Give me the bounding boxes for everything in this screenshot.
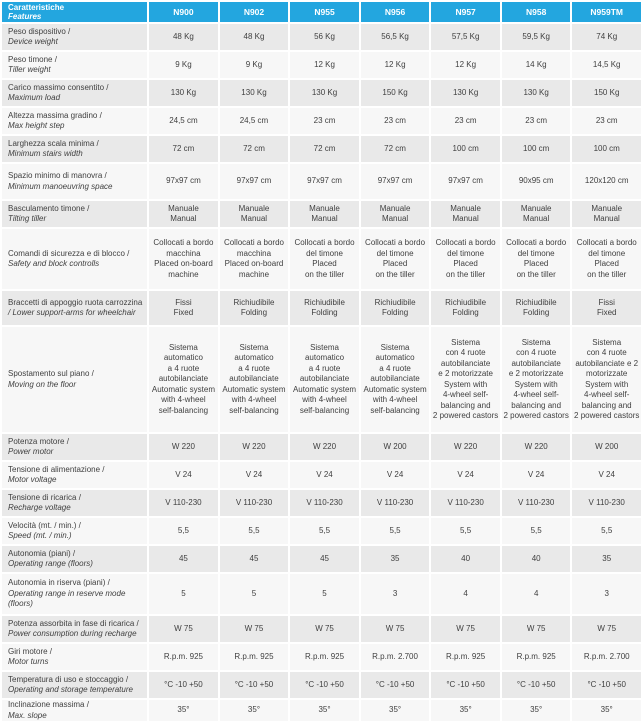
value-cell: 40: [502, 546, 571, 572]
value-cell: 56,5 Kg: [361, 24, 430, 50]
feature-cell: [2, 490, 147, 516]
table-row: [2, 201, 641, 227]
value-cell: 12 Kg: [361, 52, 430, 78]
value-cell: Collocati a bordo macchina Placed on-board machine: [220, 229, 289, 289]
feature-cell: [2, 52, 147, 78]
value-cell: Collocati a bordo macchina Placed on-board machine: [149, 229, 218, 289]
table-row: [2, 574, 641, 614]
header-row: [2, 2, 641, 22]
value-cell: 23 cm: [502, 108, 571, 134]
value-cell: 45: [220, 546, 289, 572]
value-cell: Richiudibile Folding: [361, 291, 430, 325]
value-cell: Fissi Fixed: [149, 291, 218, 325]
feature-label-en: Power consumption during recharge: [8, 629, 137, 638]
table-row: [2, 546, 641, 572]
value-cell: Richiudibile Folding: [220, 291, 289, 325]
model-header: N900: [149, 2, 218, 22]
feature-cell: [2, 291, 147, 325]
value-cell: 35°: [290, 700, 359, 721]
value-cell: Sistema con 4 ruote autobilanciate e 2 motorizzate System with 4-wheel self- balancing and 2 powered castors: [431, 327, 500, 432]
value-cell: 35°: [361, 700, 430, 721]
feature-label-en: Motor turns: [8, 657, 49, 666]
model-header: N955: [290, 2, 359, 22]
value-cell: 5,5: [220, 518, 289, 544]
value-cell: 130 Kg: [149, 80, 218, 106]
value-cell: 72 cm: [220, 136, 289, 162]
value-cell: 130 Kg: [502, 80, 571, 106]
value-cell: 100 cm: [431, 136, 500, 162]
value-cell: °C -10 +50: [361, 672, 430, 698]
value-cell: 97x97 cm: [149, 164, 218, 199]
value-cell: 97x97 cm: [220, 164, 289, 199]
value-cell: 72 cm: [361, 136, 430, 162]
value-cell: Fissi Fixed: [572, 291, 641, 325]
table-row: [2, 164, 641, 199]
feature-label-en: Motor voltage: [8, 475, 57, 484]
feature-label-it: Autonomia in riserva (piani) /: [8, 578, 110, 588]
value-cell: 97x97 cm: [361, 164, 430, 199]
feature-label-en: / Lower support-arms for wheelchair: [8, 308, 136, 317]
feature-label-en: Speed (mt. / min.): [8, 531, 72, 540]
value-cell: 48 Kg: [220, 24, 289, 50]
feature-label-it: Potenza motore /: [8, 436, 69, 446]
feature-label-en: Recharge voltage: [8, 503, 71, 512]
value-cell: V 24: [361, 462, 430, 488]
value-cell: W 200: [572, 434, 641, 460]
value-cell: 100 cm: [572, 136, 641, 162]
value-cell: 4: [502, 574, 571, 614]
value-cell: V 110-230: [290, 490, 359, 516]
value-cell: 120x120 cm: [572, 164, 641, 199]
value-cell: 130 Kg: [220, 80, 289, 106]
value-cell: Sistema automatico a 4 ruote autobilanciate Automatic system with 4-wheel self-balancing: [220, 327, 289, 432]
value-cell: W 200: [361, 434, 430, 460]
model-header: N958: [502, 2, 571, 22]
value-cell: 5,5: [361, 518, 430, 544]
feature-label-it: Giri motore /: [8, 646, 53, 656]
value-cell: 35°: [572, 700, 641, 721]
table-row: [2, 490, 641, 516]
table-row: [2, 644, 641, 670]
value-cell: 5,5: [149, 518, 218, 544]
feature-label-it: Spostamento sul piano /: [8, 369, 94, 378]
value-cell: R.p.m. 925: [149, 644, 218, 670]
value-cell: 12 Kg: [290, 52, 359, 78]
table-row: [2, 52, 641, 78]
value-cell: Manuale Manual: [149, 201, 218, 227]
value-cell: 3: [361, 574, 430, 614]
value-cell: 97x97 cm: [290, 164, 359, 199]
value-cell: 12 Kg: [431, 52, 500, 78]
value-cell: R.p.m. 2.700: [361, 644, 430, 670]
value-cell: 35: [572, 546, 641, 572]
table-row: [2, 229, 641, 289]
value-cell: Richiudibile Folding: [290, 291, 359, 325]
value-cell: 35°: [220, 700, 289, 721]
features-header: [2, 2, 147, 22]
value-cell: Manuale Manual: [220, 201, 289, 227]
value-cell: V 110-230: [502, 490, 571, 516]
table-row: [2, 462, 641, 488]
feature-label-en: Moving on the floor: [8, 379, 77, 389]
feature-label-it: Larghezza scala minima /: [8, 138, 99, 148]
feature-label-en: Minimum stairs width: [8, 149, 83, 158]
value-cell: V 110-230: [220, 490, 289, 516]
value-cell: Manuale Manual: [502, 201, 571, 227]
features-header-en: Features: [8, 12, 42, 21]
value-cell: 23 cm: [572, 108, 641, 134]
value-cell: W 220: [149, 434, 218, 460]
feature-label-en: Operating range (floors): [8, 559, 93, 568]
value-cell: 23 cm: [290, 108, 359, 134]
value-cell: °C -10 +50: [290, 672, 359, 698]
feature-cell: [2, 616, 147, 642]
value-cell: W 75: [502, 616, 571, 642]
value-cell: 5: [290, 574, 359, 614]
value-cell: Collocati a bordo del timone Placed on the tiller: [572, 229, 641, 289]
feature-cell: [2, 164, 147, 199]
feature-label-it: Tensione di ricarica /: [8, 492, 81, 502]
feature-cell: [2, 518, 147, 544]
value-cell: 57,5 Kg: [431, 24, 500, 50]
value-cell: V 110-230: [149, 490, 218, 516]
feature-cell: [2, 136, 147, 162]
value-cell: W 75: [220, 616, 289, 642]
value-cell: V 24: [149, 462, 218, 488]
value-cell: V 24: [572, 462, 641, 488]
feature-label-it: Altezza massima gradino /: [8, 110, 102, 120]
value-cell: V 110-230: [361, 490, 430, 516]
value-cell: 74 Kg: [572, 24, 641, 50]
table-row: [2, 327, 641, 432]
table-row: [2, 434, 641, 460]
feature-cell: [2, 546, 147, 572]
value-cell: 9 Kg: [149, 52, 218, 78]
value-cell: R.p.m. 925: [220, 644, 289, 670]
feature-cell: [2, 700, 147, 721]
feature-cell: [2, 574, 147, 614]
value-cell: W 220: [502, 434, 571, 460]
value-cell: Manuale Manual: [431, 201, 500, 227]
value-cell: 150 Kg: [572, 80, 641, 106]
table-row: [2, 518, 641, 544]
value-cell: Manuale Manual: [290, 201, 359, 227]
value-cell: °C -10 +50: [431, 672, 500, 698]
value-cell: W 75: [572, 616, 641, 642]
model-header: N902: [220, 2, 289, 22]
feature-label-it: Temperatura di uso e stoccaggio /: [8, 674, 129, 684]
value-cell: Collocati a bordo del timone Placed on the tiller: [290, 229, 359, 289]
feature-label-it: Inclinazione massima /: [8, 700, 89, 709]
feature-label-it: Velocità (mt. / min.) /: [8, 520, 81, 530]
value-cell: Sistema automatico a 4 ruote autobilanciate Automatic system with 4-wheel self-balancing: [361, 327, 430, 432]
feature-label-en: Maximum load: [8, 93, 61, 102]
value-cell: 45: [290, 546, 359, 572]
value-cell: 5,5: [572, 518, 641, 544]
feature-cell: [2, 80, 147, 106]
value-cell: V 110-230: [431, 490, 500, 516]
feature-label-it: Peso timone /: [8, 54, 57, 64]
feature-label-en: Tiller weight: [8, 65, 51, 74]
value-cell: °C -10 +50: [220, 672, 289, 698]
value-cell: 48 Kg: [149, 24, 218, 50]
features-header-it: Caratteristiche: [8, 3, 65, 12]
value-cell: 72 cm: [290, 136, 359, 162]
table-header: [2, 2, 641, 22]
value-cell: 59,5 Kg: [502, 24, 571, 50]
value-cell: W 220: [220, 434, 289, 460]
feature-label-en: Operating range in reserve mode (floors): [8, 588, 126, 609]
value-cell: 24,5 cm: [149, 108, 218, 134]
value-cell: W 75: [290, 616, 359, 642]
value-cell: 23 cm: [361, 108, 430, 134]
value-cell: 97x97 cm: [431, 164, 500, 199]
value-cell: 9 Kg: [220, 52, 289, 78]
table-row: [2, 80, 641, 106]
value-cell: °C -10 +50: [572, 672, 641, 698]
value-cell: V 24: [290, 462, 359, 488]
value-cell: R.p.m. 925: [290, 644, 359, 670]
value-cell: Richiudibile Folding: [502, 291, 571, 325]
model-header: N959TM: [572, 2, 641, 22]
value-cell: 5,5: [431, 518, 500, 544]
value-cell: Sistema automatico a 4 ruote autobilanciate Automatic system with 4-wheel self-balancing: [149, 327, 218, 432]
value-cell: R.p.m. 925: [431, 644, 500, 670]
value-cell: 5,5: [502, 518, 571, 544]
feature-label-it: Spazio minimo di manovra /: [8, 171, 107, 180]
feature-label-en: Max height step: [8, 121, 65, 130]
value-cell: 130 Kg: [290, 80, 359, 106]
table-row: [2, 136, 641, 162]
value-cell: V 110-230: [572, 490, 641, 516]
value-cell: 5: [220, 574, 289, 614]
model-header: N957: [431, 2, 500, 22]
value-cell: 3: [572, 574, 641, 614]
value-cell: 14,5 Kg: [572, 52, 641, 78]
feature-label-en: Operating and storage temperature: [8, 685, 133, 694]
value-cell: V 24: [502, 462, 571, 488]
value-cell: 35°: [431, 700, 500, 721]
value-cell: 45: [149, 546, 218, 572]
feature-label-en: Minimum manoeuvring space: [8, 181, 113, 191]
table-row: [2, 24, 641, 50]
value-cell: R.p.m. 925: [502, 644, 571, 670]
value-cell: 5: [149, 574, 218, 614]
feature-label-it: Peso dispositivo /: [8, 26, 71, 36]
value-cell: 35°: [502, 700, 571, 721]
feature-cell: [2, 434, 147, 460]
value-cell: 24,5 cm: [220, 108, 289, 134]
value-cell: Sistema automatico a 4 ruote autobilanciate Automatic system with 4-wheel self-balancing: [290, 327, 359, 432]
value-cell: W 220: [290, 434, 359, 460]
feature-cell: [2, 108, 147, 134]
feature-label-en: Safety and block controlls: [8, 259, 100, 268]
model-header: N956: [361, 2, 430, 22]
table-row: [2, 291, 641, 325]
value-cell: 56 Kg: [290, 24, 359, 50]
value-cell: Richiudibile Folding: [431, 291, 500, 325]
feature-cell: [2, 229, 147, 289]
value-cell: W 75: [361, 616, 430, 642]
table-row: [2, 700, 641, 721]
feature-cell: [2, 644, 147, 670]
feature-cell: [2, 462, 147, 488]
value-cell: Collocati a bordo del timone Placed on the tiller: [502, 229, 571, 289]
feature-label-it: Tensione di alimentazione /: [8, 464, 105, 474]
value-cell: 130 Kg: [431, 80, 500, 106]
value-cell: 35°: [149, 700, 218, 721]
value-cell: Sistema con 4 ruote autobilanciate e 2 motorizzate System with 4-wheel self- balancing and 2 powered castors: [502, 327, 571, 432]
value-cell: 40: [431, 546, 500, 572]
feature-label-en: Max. slope: [8, 710, 47, 720]
value-cell: 14 Kg: [502, 52, 571, 78]
value-cell: 90x95 cm: [502, 164, 571, 199]
value-cell: 5,5: [290, 518, 359, 544]
value-cell: Collocati a bordo del timone Placed on the tiller: [431, 229, 500, 289]
feature-cell: [2, 24, 147, 50]
feature-label-it: Comandi di sicurezza e di blocco /: [8, 248, 130, 258]
feature-label-it: Braccetti di appoggio ruota carrozzina: [8, 297, 143, 307]
value-cell: 100 cm: [502, 136, 571, 162]
value-cell: °C -10 +50: [149, 672, 218, 698]
value-cell: 35: [361, 546, 430, 572]
value-cell: 23 cm: [431, 108, 500, 134]
value-cell: W 75: [149, 616, 218, 642]
feature-label-en: Device weight: [8, 37, 58, 46]
value-cell: V 24: [220, 462, 289, 488]
value-cell: Collocati a bordo del timone Placed on the tiller: [361, 229, 430, 289]
feature-cell: [2, 201, 147, 227]
table-body: [2, 24, 641, 721]
value-cell: V 24: [431, 462, 500, 488]
value-cell: 150 Kg: [361, 80, 430, 106]
value-cell: Sistema con 4 ruote autobilanciate e 2 motorizzate System with 4-wheel self- balancing and 2 powered castors: [572, 327, 641, 432]
feature-label-it: Autonomia (piani) /: [8, 548, 76, 558]
feature-label-en: Tilting tiller: [8, 214, 47, 223]
value-cell: R.p.m. 2.700: [572, 644, 641, 670]
feature-cell: [2, 672, 147, 698]
value-cell: °C -10 +50: [502, 672, 571, 698]
value-cell: 4: [431, 574, 500, 614]
value-cell: 72 cm: [149, 136, 218, 162]
value-cell: Manuale Manual: [572, 201, 641, 227]
feature-label-it: Carico massimo consentito /: [8, 82, 109, 92]
table-row: [2, 672, 641, 698]
feature-label-it: Basculamento timone /: [8, 203, 90, 213]
table-row: [2, 108, 641, 134]
value-cell: W 220: [431, 434, 500, 460]
value-cell: W 75: [431, 616, 500, 642]
feature-label-en: Power motor: [8, 447, 54, 456]
feature-label-it: Potenza assorbita in fase di ricarica /: [8, 618, 139, 628]
feature-cell: [2, 327, 147, 432]
value-cell: Manuale Manual: [361, 201, 430, 227]
table-row: [2, 616, 641, 642]
